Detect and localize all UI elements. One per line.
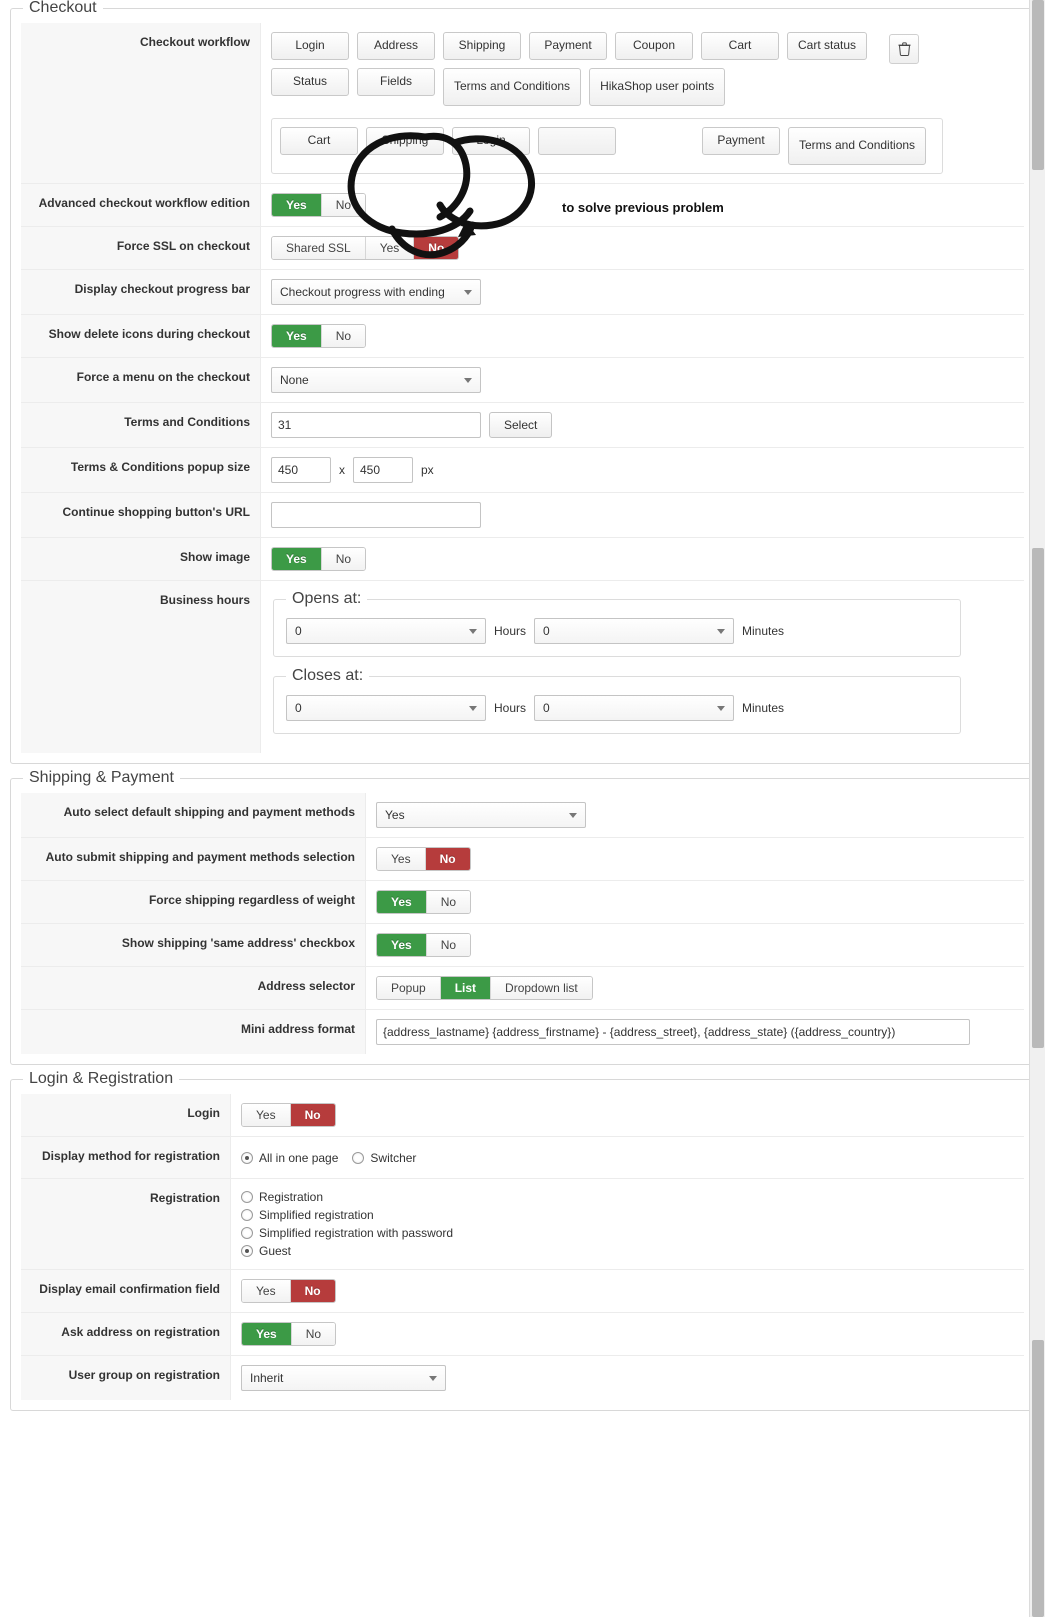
force-shipping-yes[interactable]: Yes xyxy=(377,891,427,913)
advanced-edition-toggle[interactable] xyxy=(271,193,366,217)
row-progress-bar xyxy=(21,270,1024,315)
popup-size-control xyxy=(261,448,1024,492)
scroll-thumb-1[interactable] xyxy=(1032,0,1044,170)
same-address-yes[interactable]: Yes xyxy=(377,934,427,956)
radio-icon-switcher[interactable] xyxy=(352,1152,364,1164)
workflow-chip-terms-and-conditions[interactable]: Terms and Conditions xyxy=(443,68,581,106)
workflow-selected-login[interactable]: Login xyxy=(452,127,530,155)
force-menu-select[interactable]: None xyxy=(271,367,481,393)
auto-select-control xyxy=(366,793,1024,837)
address-selector-control xyxy=(366,967,1024,1009)
checkout-panel xyxy=(10,0,1035,764)
same-address-toggle[interactable] xyxy=(376,933,471,957)
scroll-thumb-3[interactable] xyxy=(1032,1340,1044,1617)
label-auto-select: Auto select default shipping and payment methods xyxy=(21,793,366,837)
row-force-ssl xyxy=(21,227,1024,270)
label-continue-url: Continue shopping button's URL xyxy=(21,493,261,537)
ask-address-toggle[interactable] xyxy=(241,1322,336,1346)
ask-address-no[interactable]: No xyxy=(292,1323,335,1345)
workflow-available-row2 xyxy=(271,68,1014,114)
trash-icon[interactable] xyxy=(889,34,919,64)
popup-height-input[interactable] xyxy=(353,457,413,483)
row-user-group xyxy=(21,1356,1024,1400)
delete-icons-no[interactable]: No xyxy=(322,325,365,347)
business-hours-opens-legend: Opens at: xyxy=(292,590,362,607)
row-checkout-workflow xyxy=(21,23,1024,184)
row-popup-size xyxy=(21,448,1024,493)
show-image-toggle[interactable] xyxy=(271,547,366,571)
login-registration-panel xyxy=(10,1070,1035,1411)
closes-minutes-unit: Minutes xyxy=(742,701,785,715)
workflow-selected-box-wrapper xyxy=(271,114,1014,174)
closes-hours-select[interactable]: 0 xyxy=(286,695,486,721)
address-selector-popup[interactable]: Popup xyxy=(377,977,441,999)
registration-label-simplified: Simplified registration xyxy=(259,1208,374,1222)
show-image-control xyxy=(261,538,1024,580)
force-shipping-toggle[interactable] xyxy=(376,890,471,914)
radio-icon-simplified[interactable] xyxy=(241,1209,253,1221)
label-address-selector: Address selector xyxy=(21,967,366,1009)
label-force-ssl: Force SSL on checkout xyxy=(21,227,261,269)
workflow-selected-box[interactable] xyxy=(271,118,943,174)
row-email-confirmation xyxy=(21,1270,1024,1313)
row-mini-address xyxy=(21,1010,1024,1054)
business-hours-opens-line xyxy=(286,618,948,644)
label-display-method: Display method for registration xyxy=(21,1137,231,1178)
opens-hours-unit: Hours xyxy=(494,624,527,638)
display-method-label-all-in-one: All in one page xyxy=(259,1150,339,1165)
registration-option-simplified-password[interactable] xyxy=(241,1226,453,1240)
display-method-option-switcher[interactable] xyxy=(352,1151,416,1165)
workflow-chip-coupon[interactable]: Coupon xyxy=(615,32,693,60)
delete-icons-toggle[interactable] xyxy=(271,324,366,348)
ask-address-yes[interactable]: Yes xyxy=(242,1323,292,1345)
opens-minutes-unit: Minutes xyxy=(742,624,785,638)
shipping-payment-panel-title: Shipping & Payment xyxy=(23,769,180,787)
delete-icons-yes[interactable]: Yes xyxy=(272,325,322,347)
force-menu-control xyxy=(261,358,1024,402)
label-business-hours: Business hours xyxy=(21,581,261,753)
radio-icon-guest[interactable] xyxy=(241,1245,253,1257)
row-ask-address xyxy=(21,1313,1024,1356)
label-popup-size: Terms & Conditions popup size xyxy=(21,448,261,492)
force-ssl-yes[interactable]: Yes xyxy=(366,237,415,259)
workflow-chip-payment[interactable]: Payment xyxy=(529,32,607,60)
business-hours-control xyxy=(261,581,1024,753)
mini-address-control xyxy=(366,1010,1024,1054)
force-ssl-shared[interactable]: Shared SSL xyxy=(272,237,366,259)
workflow-chip-cart-status[interactable]: Cart status xyxy=(787,32,867,60)
opens-minutes-select[interactable]: 0 xyxy=(534,618,734,644)
same-address-no[interactable]: No xyxy=(427,934,470,956)
workflow-chip-hikashop-user-points[interactable]: HikaShop user points xyxy=(589,68,725,106)
continue-url-input[interactable] xyxy=(271,502,481,528)
address-selector-toggle[interactable] xyxy=(376,976,593,1000)
radio-icon-simplified-password[interactable] xyxy=(241,1227,253,1239)
label-user-group: User group on registration xyxy=(21,1356,231,1400)
row-business-hours xyxy=(21,581,1024,753)
label-checkout-workflow: Checkout workflow xyxy=(21,23,261,183)
email-confirmation-no[interactable]: No xyxy=(291,1280,335,1302)
label-auto-submit: Auto submit shipping and payment methods selection xyxy=(21,838,366,880)
login-no[interactable]: No xyxy=(291,1104,335,1126)
popup-width-input[interactable] xyxy=(271,457,331,483)
user-group-select[interactable]: Inherit xyxy=(241,1365,446,1391)
workflow-selected-shipping[interactable]: Shipping xyxy=(366,127,444,155)
display-method-control xyxy=(231,1137,1024,1178)
registration-option-guest[interactable] xyxy=(241,1244,291,1258)
radio-icon-all-in-one[interactable] xyxy=(241,1152,253,1164)
row-force-shipping xyxy=(21,881,1024,924)
row-display-method xyxy=(21,1137,1024,1179)
radio-icon-registration[interactable] xyxy=(241,1191,253,1203)
business-hours-closes-legend: Closes at: xyxy=(292,667,364,684)
closes-hours-unit: Hours xyxy=(494,701,527,715)
terms-control xyxy=(261,403,1024,447)
opens-hours-select[interactable]: 0 xyxy=(286,618,486,644)
label-show-image: Show image xyxy=(21,538,261,580)
force-shipping-no[interactable]: No xyxy=(427,891,470,913)
row-login xyxy=(21,1094,1024,1137)
workflow-chip-address[interactable]: Address xyxy=(357,32,435,60)
email-confirmation-control xyxy=(231,1270,1024,1312)
advanced-edition-no[interactable]: No xyxy=(322,194,365,216)
workflow-chip-login[interactable]: Login xyxy=(271,32,349,60)
business-hours-opens xyxy=(273,590,961,657)
label-email-confirmation: Display email confirmation field xyxy=(21,1270,231,1312)
continue-url-control xyxy=(261,493,1024,537)
address-selector-list[interactable]: List xyxy=(441,977,491,999)
row-show-image xyxy=(21,538,1024,581)
row-terms xyxy=(21,403,1024,448)
registration-label-guest: Guest xyxy=(259,1244,292,1258)
workflow-available-row1 xyxy=(271,32,1014,68)
login-registration-panel-title: Login & Registration xyxy=(23,1070,179,1088)
scroll-thumb-2[interactable] xyxy=(1032,548,1044,1048)
auto-submit-toggle[interactable] xyxy=(376,847,471,871)
checkout-panel-title: Checkout xyxy=(23,0,103,17)
workflow-selected-terms[interactable]: Terms and Conditions xyxy=(788,127,926,165)
auto-select-select[interactable]: Yes xyxy=(376,802,586,828)
mini-address-input[interactable] xyxy=(376,1019,970,1045)
label-registration: Registration xyxy=(21,1179,231,1269)
workflow-selected-empty-slot[interactable] xyxy=(538,127,616,155)
display-method-label-switcher: Switcher xyxy=(370,1150,417,1165)
auto-submit-control xyxy=(366,838,1024,880)
registration-option-simplified[interactable] xyxy=(241,1208,374,1222)
email-confirmation-toggle[interactable] xyxy=(241,1279,336,1303)
checkout-workflow-control xyxy=(261,23,1024,183)
annotation-note: to solve previous problem xyxy=(562,200,724,215)
label-ask-address: Ask address on registration xyxy=(21,1313,231,1355)
same-address-control xyxy=(366,924,1024,966)
row-continue-url xyxy=(21,493,1024,538)
label-force-menu: Force a menu on the checkout xyxy=(21,358,261,402)
show-image-no[interactable]: No xyxy=(322,548,365,570)
display-method-option-all-in-one[interactable] xyxy=(241,1151,338,1165)
workflow-chip-status[interactable]: Status xyxy=(271,68,349,96)
row-registration xyxy=(21,1179,1024,1270)
force-ssl-toggle[interactable] xyxy=(271,236,459,260)
label-delete-icons: Show delete icons during checkout xyxy=(21,315,261,357)
workflow-chip-cart[interactable]: Cart xyxy=(701,32,779,60)
row-auto-submit xyxy=(21,838,1024,881)
registration-label-registration: Registration xyxy=(259,1190,324,1204)
label-force-shipping: Force shipping regardless of weight xyxy=(21,881,366,923)
workflow-chip-shipping[interactable]: Shipping xyxy=(443,32,521,60)
row-delete-icons xyxy=(21,315,1024,358)
window-scrollbar[interactable] xyxy=(1029,0,1045,1617)
label-progress-bar: Display checkout progress bar xyxy=(21,270,261,314)
force-ssl-no[interactable]: No xyxy=(414,237,458,259)
progress-bar-select[interactable]: Checkout progress with ending xyxy=(271,279,481,305)
registration-option-registration[interactable] xyxy=(241,1190,323,1204)
login-control xyxy=(231,1094,1024,1136)
advanced-edition-yes[interactable]: Yes xyxy=(272,194,322,216)
terms-select-button[interactable]: Select xyxy=(489,412,552,438)
business-hours-closes xyxy=(273,667,961,734)
user-group-control xyxy=(231,1356,1024,1400)
force-shipping-control xyxy=(366,881,1024,923)
auto-submit-no[interactable]: No xyxy=(426,848,470,870)
email-confirmation-yes[interactable]: Yes xyxy=(242,1280,291,1302)
shipping-payment-panel xyxy=(10,769,1035,1065)
terms-input[interactable] xyxy=(271,412,481,438)
row-auto-select xyxy=(21,793,1024,838)
registration-label-simplified-password: Simplified registration with password xyxy=(259,1226,454,1240)
registration-control xyxy=(231,1179,1024,1269)
label-login: Login xyxy=(21,1094,231,1136)
row-force-menu xyxy=(21,358,1024,403)
auto-submit-yes[interactable]: Yes xyxy=(377,848,426,870)
force-ssl-control xyxy=(261,227,1024,269)
delete-icons-control xyxy=(261,315,1024,357)
row-advanced-edition xyxy=(21,184,1024,227)
label-same-address: Show shipping 'same address' checkbox xyxy=(21,924,366,966)
workflow-selected-cart[interactable]: Cart xyxy=(280,127,358,155)
progress-bar-control xyxy=(261,270,1024,314)
closes-minutes-select[interactable]: 0 xyxy=(534,695,734,721)
label-advanced-edition: Advanced checkout workflow edition xyxy=(21,184,261,226)
ask-address-control xyxy=(231,1313,1024,1355)
popup-size-unit: px xyxy=(421,463,434,477)
show-image-yes[interactable]: Yes xyxy=(272,548,322,570)
address-selector-dropdown[interactable]: Dropdown list xyxy=(491,977,592,999)
row-same-address xyxy=(21,924,1024,967)
login-toggle[interactable] xyxy=(241,1103,336,1127)
label-mini-address: Mini address format xyxy=(21,1010,366,1054)
business-hours-closes-line xyxy=(286,695,948,721)
workflow-selected-payment[interactable]: Payment xyxy=(702,127,780,155)
row-address-selector xyxy=(21,967,1024,1010)
workflow-available xyxy=(271,32,1014,174)
label-terms: Terms and Conditions xyxy=(21,403,261,447)
login-yes[interactable]: Yes xyxy=(242,1104,291,1126)
workflow-chip-fields[interactable]: Fields xyxy=(357,68,435,96)
popup-size-separator: x xyxy=(339,463,345,477)
